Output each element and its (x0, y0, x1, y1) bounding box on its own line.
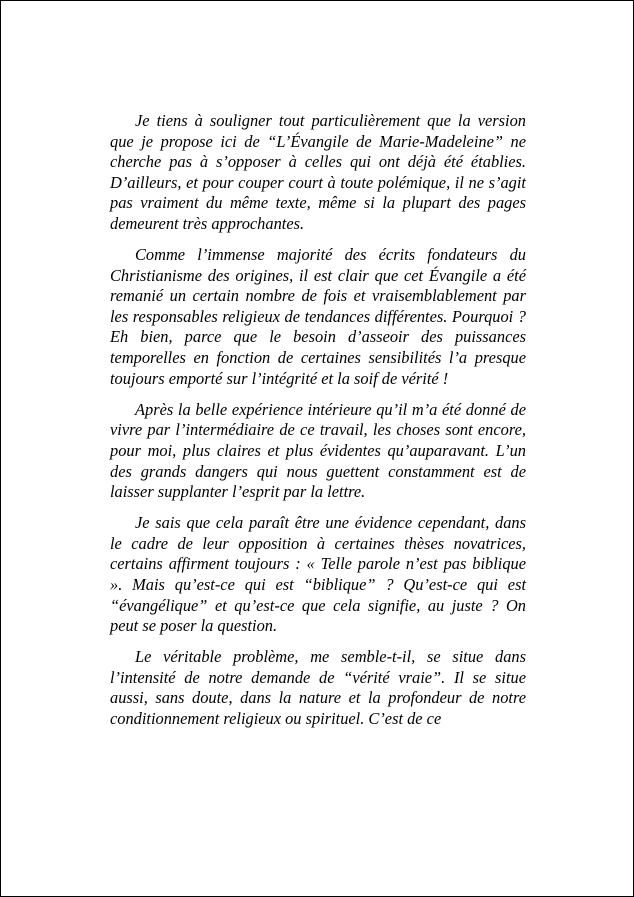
paragraph-4: Je sais que cela paraît être une évidence cependant, dans le cadre de leur opposition à certaines thèses novatrices, certains affirment toujours : « Telle parole n’est pas biblique ». Mais qu’est-ce qui est “biblique” ? Qu’est-ce qui est “évangélique” et qu’est-ce que cela signifie, au juste ? On peut se poser la question. (110, 513, 526, 636)
paragraph-1: Je tiens à souligner tout particulièrement que la version que je propose ici de “L’Évangile de Marie-Madeleine” ne cherche pas à s’opposer à celles qui ont déjà été établies. D’ailleurs, et pour couper court à toute polémique, il ne s’agit pas vraiment du même texte, même si la plupart des pages demeurent très approchantes. (110, 111, 526, 233)
paragraph-2: Comme l’immense majorité des écrits fondateurs du Christianisme des origines, il est clair que cet Évangile a été remanié un certain nombre de fois et vraisemblablement par les responsables religieux de tendances différentes. Pourquoi ? Eh bien, parce que le besoin d’asseoir des puissances temporelles en fonction de certaines sensibilités l’a presque toujours emporté sur l’intégrité et la soif de vérité ! (110, 245, 526, 388)
paragraph-5: Le véritable problème, me semble-t-il, se situe dans l’intensité de notre demande de “vérité vraie”. Il se situe aussi, sans doute, dans la nature et la profondeur de notre conditionnement religieux ou spirituel. C’est de ce (110, 647, 526, 729)
paragraph-3: Après la belle expérience intérieure qu’il m’a été donné de vivre par l’intermédiaire de ce travail, les choses sont encore, pour moi, plus claires et plus évidentes qu’auparavant. L’un des grands dangers qui nous guettent constamment est de laisser supplanter l’esprit par la lettre. (110, 399, 526, 502)
body-text (110, 111, 526, 740)
